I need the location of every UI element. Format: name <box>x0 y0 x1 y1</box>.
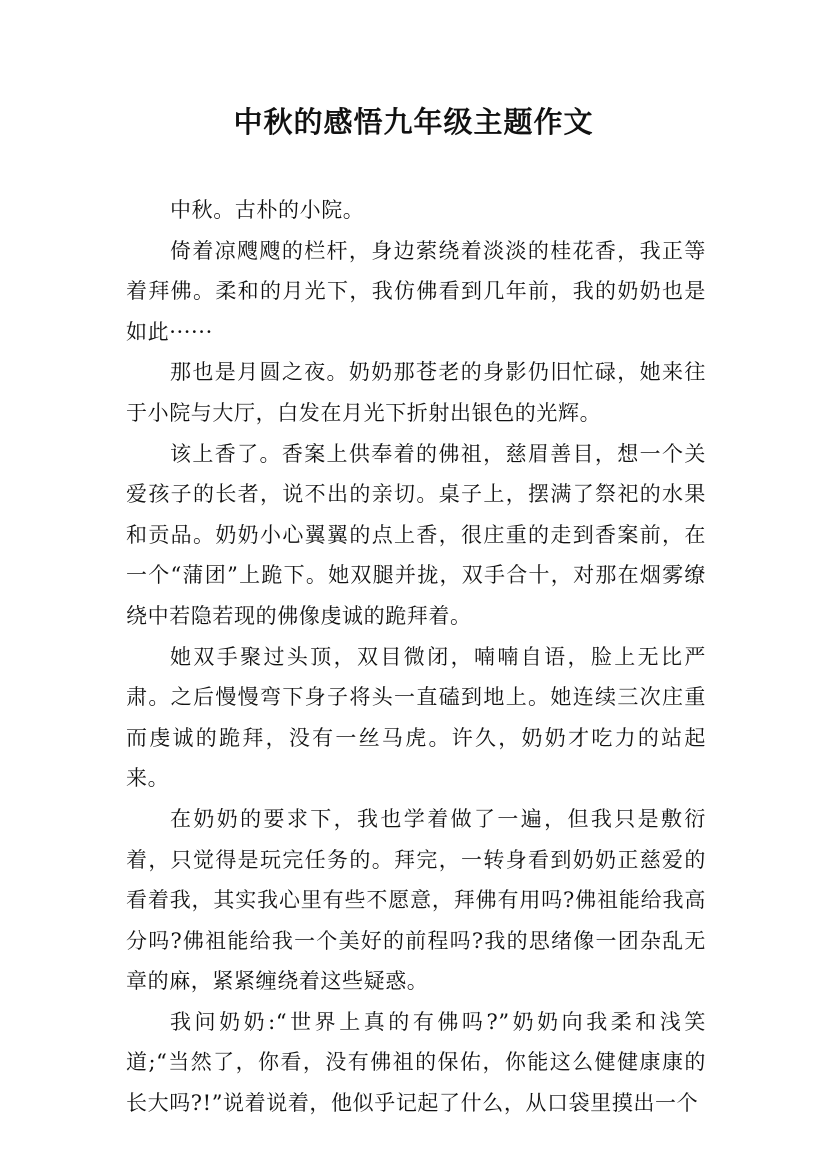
paragraph: 在奶奶的要求下，我也学着做了一遍，但我只是敷衍着，只觉得是玩完任务的。拜完，一转身看到奶奶正慈爱的看着我，其实我心里有些不愿意，拜佛有用吗?佛祖能给我高分吗?佛祖能给我一个美好的前程吗?我的思绪像一团杂乱无章的麻，紧紧缠绕着这些疑惑。 <box>126 806 706 994</box>
paragraph: 她双手聚过头顶，双目微闭，喃喃自语，脸上无比严肃。之后慢慢弯下身子将头一直磕到地上。她连续三次庄重而虔诚的跪拜，没有一丝马虎。许久，奶奶才吃力的站起来。 <box>126 644 706 791</box>
paragraph: 中秋。古朴的小院。 <box>170 198 365 222</box>
paragraph: 那也是月圆之夜。奶奶那苍老的身影仍旧忙碌，她来往于小院与大厅，白发在月光下折射出银色的光辉。 <box>126 360 706 425</box>
document-title: 中秋的感悟九年级主题作文 <box>233 105 594 139</box>
paragraph: 我问奶奶:“世界上真的有佛吗?”奶奶向我柔和浅笑道;“当然了，你看，没有佛祖的保佑，你能这么健健康康的长大吗?!”说着说着，他似乎记起了什么，从口袋里摸出一个 <box>126 1009 706 1116</box>
paragraph: 倚着凉飕飕的栏杆，身边萦绕着淡淡的桂花香，我正等着拜佛。柔和的月光下，我仿佛看到几年前，我的奶奶也是如此······ <box>126 238 706 344</box>
paragraph: 该上香了。香案上供奉着的佛祖，慈眉善目，想一个关爱孩子的长者，说不出的亲切。桌子上，摆满了祭祀的水果和贡品。奶奶小心翼翼的点上香，很庄重的走到香案前，在一个“蒲团”上跪下。她双腿并拢，双手合十，对那在烟雾缭绕中若隐若现的佛像虔诚的跪拜着。 <box>126 441 706 628</box>
document-body <box>126 190 706 1124</box>
